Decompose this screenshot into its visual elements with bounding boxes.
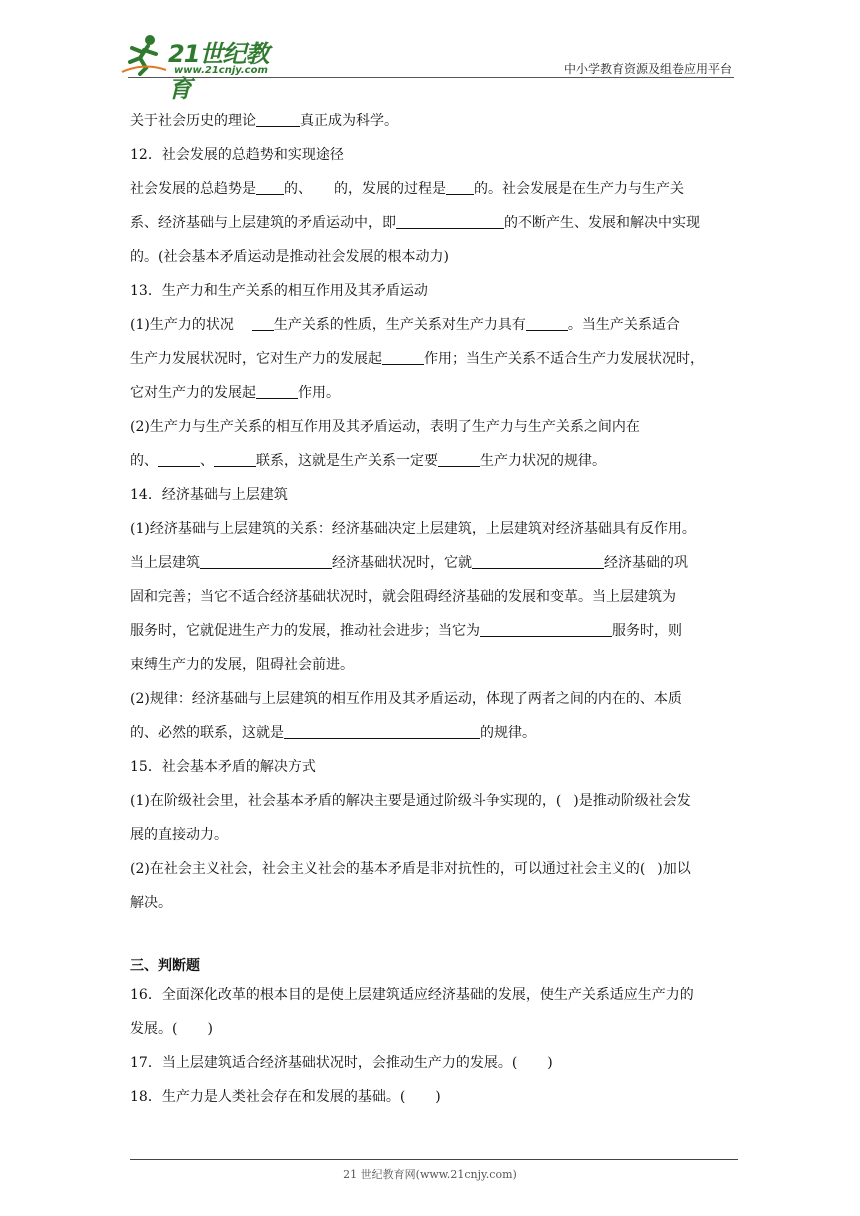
line: 社会发展的总趋势是 的、 的，发展的过程是 的。社会发展是在生产力与生产关 <box>130 174 732 208</box>
line: 束缚生产力的发展，阻碍社会前进。 <box>130 657 354 673</box>
line: 展的直接动力。 <box>130 827 228 843</box>
question-15-title: 15．社会基本矛盾的解决方式 <box>130 759 316 775</box>
line: (1)经济基础与上层建筑的关系：经济基础决定上层建筑，上层建筑对经济基础具有反作用。 <box>130 521 696 537</box>
logo-url: www.21cnjy.com <box>174 65 268 76</box>
line: 的、必然的联系，这就是 的规律。 <box>130 718 732 752</box>
line: (1)在阶级社会里，社会基本矛盾的解决主要是通过阶级斗争实现的，( )是推动阶级社会发 <box>130 793 691 809</box>
spacer <box>130 922 732 952</box>
line: 16．全面深化改革的根本目的是使上层建筑适应经济基础的发展，使生产关系适应生产力的 <box>130 987 694 1003</box>
site-name: 中小学教育资源及组卷应用平台 <box>563 62 732 76</box>
footer-divider <box>130 1159 738 1160</box>
section-heading: 三、判断题 <box>130 958 200 974</box>
line: 18．生产力是人类社会存在和发展的基础。( ) <box>130 1089 441 1105</box>
line: 当上层建筑 经济基础状况时，它就 经济基础的巩 <box>130 548 732 582</box>
question-12-title: 12．社会发展的总趋势和实现途径 <box>130 147 344 163</box>
line: (1)生产力的状况 生产关系的性质，生产关系对生产力具有 。当生产关系适合 <box>130 310 732 344</box>
line: 的。(社会基本矛盾运动是推动社会发展的根本动力) <box>130 249 449 265</box>
logo-text: 21世纪教育 <box>168 40 269 103</box>
line: 固和完善；当它不适合经济基础状况时，就会阻碍经济基础的发展和变革。当上层建筑为 <box>130 589 676 605</box>
line: 17．当上层建筑适合经济基础状况时，会推动生产力的发展。( ) <box>130 1055 553 1071</box>
line: 关于社会历史的理论 真正成为科学。 <box>130 106 732 140</box>
question-14-title: 14．经济基础与上层建筑 <box>130 487 288 503</box>
question-13-title: 13．生产力和生产关系的相互作用及其矛盾运动 <box>130 283 428 299</box>
document-body <box>130 106 732 1116</box>
runner-logo-icon <box>120 32 168 76</box>
line: 系、经济基础与上层建筑的矛盾运动中，即 的不断产生、发展和解决中实现 <box>130 208 732 242</box>
page-footer: 21 世纪教育网(www.21cnjy.com) <box>343 1168 517 1181</box>
line: 它对生产力的发展起 作用。 <box>130 378 732 412</box>
line: (2)规律：经济基础与上层建筑的相互作用及其矛盾运动，体现了两者之间的内在的、本质 <box>130 691 682 707</box>
line: 生产力发展状况时，它对生产力的发展起 作用；当生产关系不适合生产力发展状况时， <box>130 344 732 378</box>
line: 的、 、 联系，这就是生产关系一定要 生产力状况的规律。 <box>130 446 732 480</box>
logo <box>120 32 290 103</box>
line: 服务时，它就促进生产力的发展，推动社会进步；当它为 服务时，则 <box>130 616 732 650</box>
line: (2)在社会主义社会，社会主义社会的基本矛盾是非对抗性的，可以通过社会主义的( )加以 <box>130 861 691 877</box>
line: 发展。( ) <box>130 1021 213 1037</box>
line: 解决。 <box>130 895 172 911</box>
line: (2)生产力与生产关系的相互作用及其矛盾运动，表明了生产力与生产关系之间内在 <box>130 419 640 435</box>
header-divider <box>128 77 734 78</box>
page-header <box>120 28 732 103</box>
